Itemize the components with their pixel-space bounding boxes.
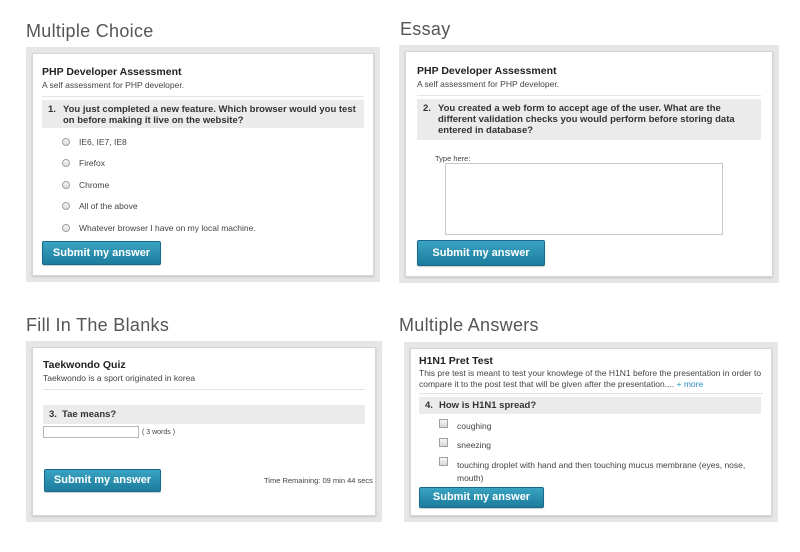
- radio-button[interactable]: [62, 138, 70, 146]
- question-text: How is H1N1 spread?: [439, 400, 537, 411]
- checkbox[interactable]: [439, 419, 448, 428]
- more-link[interactable]: + more: [676, 379, 704, 389]
- question-bar: [43, 405, 365, 424]
- quiz-subtitle: A self assessment for PHP developer.: [42, 80, 185, 90]
- word-count-hint: ( 3 words ): [142, 429, 176, 436]
- divider: [417, 95, 761, 96]
- option-label: touching droplet with hand and then touching mucus membrane (eyes, nose, mouth): [457, 460, 746, 483]
- radio-button[interactable]: [62, 159, 70, 167]
- question-number: 2.: [423, 103, 431, 114]
- multiple-choice-card: [32, 53, 374, 276]
- quiz-subtitle: [419, 368, 764, 390]
- option-label: Chrome: [79, 180, 110, 190]
- section-title-fill-in-the-blanks: Fill In The Blanks: [26, 315, 170, 335]
- option-label: All of the above: [79, 201, 138, 211]
- submit-answer-button[interactable]: Submit my answer: [42, 241, 161, 265]
- checkbox[interactable]: [439, 457, 448, 466]
- fill-blanks-panel: [26, 341, 382, 522]
- quiz-subtitle: A self assessment for PHP developer.: [417, 79, 560, 89]
- option-all[interactable]: [62, 201, 138, 211]
- option-label: Firefox: [79, 158, 105, 168]
- question-bar: [419, 397, 761, 414]
- question-bar: [42, 100, 364, 128]
- question-number: 3.: [49, 409, 57, 420]
- option-label: sneezing: [457, 440, 492, 450]
- radio-button[interactable]: [62, 224, 70, 232]
- submit-answer-button[interactable]: Submit my answer: [44, 469, 161, 492]
- quiz-title: PHP Developer Assessment: [417, 65, 557, 77]
- section-title-multiple-answers: Multiple Answers: [399, 315, 539, 335]
- essay-panel: [399, 45, 779, 283]
- section-title-multiple-choice: Multiple Choice: [26, 21, 154, 41]
- quiz-subtitle: Taekwondo is a sport originated in korea: [43, 373, 196, 383]
- time-remaining: Time Remaining: 09 min 44 secs: [264, 476, 373, 485]
- submit-answer-button[interactable]: Submit my answer: [419, 487, 544, 508]
- divider: [43, 389, 365, 390]
- question-number: 1.: [48, 104, 56, 115]
- essay-answer-textarea[interactable]: [445, 163, 723, 235]
- option-local[interactable]: [62, 223, 256, 233]
- question-text: Tae means?: [62, 409, 117, 420]
- submit-answer-button[interactable]: Submit my answer: [417, 240, 545, 266]
- option-label: coughing: [457, 421, 492, 431]
- option-sneezing[interactable]: [457, 440, 491, 450]
- option-label: IE6, IE7, IE8: [79, 137, 127, 147]
- question-number: 4.: [425, 400, 433, 411]
- quiz-title: Taekwondo Quiz: [43, 359, 126, 371]
- quiz-title: H1N1 Pret Test: [419, 355, 493, 367]
- option-chrome[interactable]: [62, 180, 109, 190]
- option-label: Whatever browser I have on my local machine.: [79, 223, 256, 233]
- essay-card: [405, 51, 773, 277]
- section-title-essay: Essay: [400, 19, 451, 39]
- option-firefox[interactable]: [62, 158, 105, 168]
- multiple-answers-panel: [404, 342, 778, 522]
- quiz-title: PHP Developer Assessment: [42, 66, 182, 78]
- answer-input-label: Type here:: [435, 154, 471, 163]
- divider: [42, 96, 364, 97]
- checkbox[interactable]: [439, 438, 448, 447]
- fill-blanks-card: [32, 347, 376, 516]
- quiz-description: This pre test is meant to test your knowlege of the H1N1 before the presentation in order to compare it to the post test that will be given after the presentation....: [419, 368, 762, 389]
- multiple-answers-card: [410, 348, 772, 516]
- blank-answer-input[interactable]: [43, 426, 139, 438]
- divider: [419, 393, 763, 394]
- radio-button[interactable]: [62, 202, 70, 210]
- radio-button[interactable]: [62, 181, 70, 189]
- multiple-choice-panel: [26, 47, 380, 282]
- option-ie[interactable]: [62, 137, 127, 147]
- question-bar: [417, 99, 761, 140]
- option-touching-droplet[interactable]: [457, 459, 757, 485]
- question-text: You created a web form to accept age of the user. What are the different validation checks you would perform before storing data entered in database?: [438, 103, 735, 136]
- question-text: You just completed a new feature. Which browser would you test on before making it live on the website?: [63, 104, 356, 126]
- option-coughing[interactable]: [457, 421, 492, 431]
